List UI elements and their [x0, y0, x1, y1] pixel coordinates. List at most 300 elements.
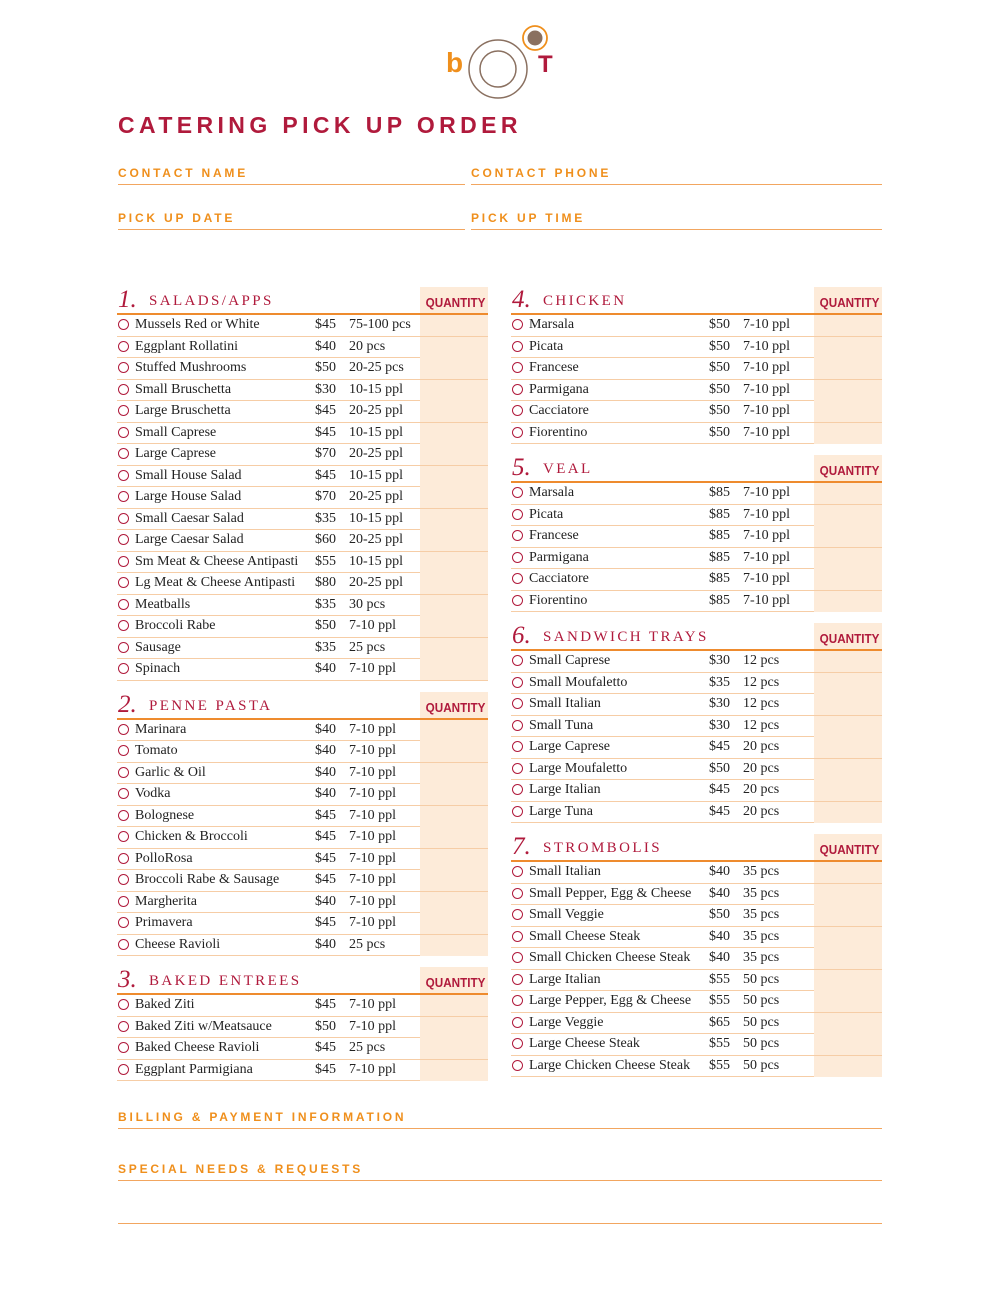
quantity-input[interactable]	[420, 530, 488, 551]
item-serving-size: 20 pcs	[743, 760, 780, 776]
item-serving-size: 20-25 pcs	[349, 360, 404, 375]
item-serving-size: 7-10 ppl	[743, 424, 791, 440]
quantity-label: QUANTITY	[425, 699, 485, 715]
contact-phone-field[interactable]	[471, 166, 882, 185]
item-name: Large Tuna	[529, 803, 593, 819]
logo	[440, 22, 560, 102]
quantity-input[interactable]	[420, 1038, 488, 1059]
item-serving-size: 50 pcs	[743, 1057, 780, 1073]
section-number: 1.	[118, 286, 137, 313]
item-serving-size: 7-10 ppl	[743, 338, 791, 354]
item-price: $85	[709, 506, 730, 522]
item-serving-size: 7-10 ppl	[349, 807, 397, 823]
item-select-radio[interactable]	[512, 888, 523, 899]
menu-item-row	[511, 694, 882, 716]
menu-item-row	[117, 616, 488, 638]
quantity-input[interactable]	[420, 913, 488, 934]
item-name: Sm Meat & Cheese Antipasti	[135, 553, 299, 569]
quantity-header	[420, 692, 488, 718]
item-serving-size: 20-25 ppl	[349, 532, 404, 547]
item-select-radio[interactable]	[118, 620, 129, 631]
menu-section	[511, 621, 882, 823]
quantity-input[interactable]	[814, 673, 882, 694]
item-select-radio[interactable]	[512, 427, 523, 438]
contact-phone-label: CONTACT PHONE	[471, 166, 612, 180]
menu-item-row	[117, 763, 488, 785]
item-select-radio[interactable]	[118, 384, 129, 395]
item-select-radio[interactable]	[512, 995, 523, 1006]
item-select-radio[interactable]	[512, 909, 523, 920]
item-select-radio[interactable]	[512, 530, 523, 541]
menu-item-row	[117, 827, 488, 849]
menu-item-row	[117, 337, 488, 359]
pickup-date-field[interactable]	[118, 211, 465, 230]
item-price: $70	[315, 446, 336, 461]
quantity-input[interactable]	[420, 552, 488, 573]
quantity-input[interactable]	[420, 806, 488, 827]
item-serving-size: 7-10 ppl	[349, 618, 397, 633]
section-gap	[117, 956, 488, 965]
item-price: $45	[709, 803, 730, 819]
item-price: $50	[709, 760, 730, 776]
item-select-radio[interactable]	[118, 556, 129, 567]
quantity-label: QUANTITY	[425, 975, 485, 990]
quantity-input[interactable]	[420, 509, 488, 530]
item-select-radio[interactable]	[118, 642, 129, 653]
section-title: PENNE PASTA	[149, 697, 273, 714]
quantity-input[interactable]	[814, 970, 882, 991]
section-number: 4.	[512, 286, 531, 313]
section-header	[511, 285, 882, 315]
item-price: $45	[315, 403, 336, 418]
item-select-radio[interactable]	[512, 866, 523, 877]
item-name: Large Italian	[529, 782, 601, 797]
item-select-radio[interactable]	[118, 917, 129, 928]
quantity-input[interactable]	[814, 780, 882, 801]
item-select-radio[interactable]	[512, 677, 523, 688]
menu-item-row	[117, 995, 488, 1017]
item-select-radio[interactable]	[118, 448, 129, 459]
quantity-input[interactable]	[814, 380, 882, 401]
item-name: Fiorentino	[529, 592, 588, 608]
item-name: Small House Salad	[135, 467, 242, 483]
quantity-input[interactable]	[420, 849, 488, 870]
item-select-radio[interactable]	[118, 724, 129, 735]
quantity-input[interactable]	[420, 337, 488, 358]
quantity-label: QUANTITY	[819, 463, 879, 478]
item-name: Sausage	[135, 639, 181, 655]
menu-item-row	[117, 573, 488, 595]
item-serving-size: 7-10 ppl	[349, 743, 397, 758]
item-price: $85	[709, 528, 730, 543]
menu-item-row	[117, 806, 488, 828]
item-price: $85	[709, 571, 730, 586]
item-select-radio[interactable]	[512, 655, 523, 666]
menu-column-left	[117, 285, 488, 1081]
item-select-radio[interactable]	[512, 573, 523, 584]
item-select-radio[interactable]	[512, 487, 523, 498]
item-name: Cacciatore	[529, 571, 589, 586]
menu-item-row	[117, 638, 488, 660]
item-serving-size: 7-10 ppl	[743, 571, 791, 586]
item-price: $55	[709, 971, 730, 987]
logo-ring-outer	[469, 40, 527, 98]
item-select-radio[interactable]	[118, 405, 129, 416]
menu-item-row	[117, 401, 488, 423]
item-price: $50	[709, 907, 730, 922]
item-name: Large Caprese	[135, 446, 216, 461]
quantity-input[interactable]	[814, 1013, 882, 1034]
item-select-radio[interactable]	[512, 806, 523, 817]
menu-section	[511, 832, 882, 1077]
item-name: Large Pepper, Egg & Cheese	[529, 993, 692, 1008]
item-name: Margherita	[135, 893, 197, 909]
quantity-header	[814, 287, 882, 313]
quantity-input[interactable]	[814, 401, 882, 422]
item-select-radio[interactable]	[512, 974, 523, 985]
contact-name-field[interactable]	[118, 166, 465, 185]
section-gap	[511, 444, 882, 453]
quantity-input[interactable]	[420, 444, 488, 465]
item-serving-size: 10-15 ppl	[349, 467, 404, 483]
item-serving-size: 20 pcs	[349, 338, 386, 354]
quantity-input[interactable]	[814, 694, 882, 715]
item-price: $45	[315, 850, 336, 866]
quantity-input[interactable]	[814, 526, 882, 547]
quantity-input[interactable]	[420, 380, 488, 401]
item-name: Large Caesar Salad	[135, 532, 244, 547]
quantity-input[interactable]	[814, 569, 882, 590]
special-requests-label: SPECIAL NEEDS & REQUESTS	[118, 1162, 364, 1176]
item-name: Lg Meat & Cheese Antipasti	[135, 575, 296, 590]
item-select-radio[interactable]	[118, 788, 129, 799]
item-select-radio[interactable]	[512, 741, 523, 752]
item-name: Small Caprese	[529, 653, 611, 668]
menu-item-row	[117, 530, 488, 552]
quantity-input[interactable]	[814, 759, 882, 780]
menu-item-row	[511, 548, 882, 570]
quantity-input[interactable]	[814, 423, 882, 444]
item-select-radio[interactable]	[118, 663, 129, 674]
quantity-input[interactable]	[420, 659, 488, 680]
item-select-radio[interactable]	[512, 405, 523, 416]
quantity-input[interactable]	[420, 995, 488, 1016]
item-serving-size: 7-10 ppl	[349, 915, 397, 930]
menu-section	[117, 285, 488, 681]
item-serving-size: 25 pcs	[349, 639, 386, 655]
item-select-radio[interactable]	[118, 745, 129, 756]
billing-field[interactable]	[118, 1110, 882, 1129]
item-select-radio[interactable]	[512, 1038, 523, 1049]
item-serving-size: 20-25 ppl	[349, 489, 404, 504]
item-serving-size: 7-10 ppl	[349, 872, 397, 887]
menu-item-row	[117, 659, 488, 681]
menu-section	[511, 285, 882, 444]
item-select-radio[interactable]	[118, 874, 129, 885]
item-name: Large Moufaletto	[529, 760, 628, 776]
item-price: $70	[315, 489, 336, 504]
item-price: $40	[315, 338, 336, 354]
quantity-input[interactable]	[814, 991, 882, 1012]
item-select-radio[interactable]	[118, 853, 129, 864]
item-select-radio[interactable]	[118, 1042, 129, 1053]
quantity-input[interactable]	[814, 337, 882, 358]
quantity-input[interactable]	[420, 315, 488, 336]
quantity-input[interactable]	[814, 651, 882, 672]
item-serving-size: 12 pcs	[743, 717, 780, 733]
menu-item-row	[117, 892, 488, 914]
special-requests-field[interactable]	[118, 1162, 882, 1181]
section-title: VEAL	[543, 461, 593, 477]
quantity-input[interactable]	[420, 616, 488, 637]
item-name: Meatballs	[135, 596, 191, 612]
quantity-input[interactable]	[814, 737, 882, 758]
item-select-radio[interactable]	[118, 1064, 129, 1075]
item-serving-size: 10-15 ppl	[349, 510, 404, 526]
quantity-input[interactable]	[420, 720, 488, 741]
quantity-input[interactable]	[420, 784, 488, 805]
quantity-input[interactable]	[420, 763, 488, 784]
item-serving-size: 7-10 ppl	[349, 829, 397, 844]
item-serving-size: 25 pcs	[349, 1040, 386, 1055]
menu-item-row	[117, 849, 488, 871]
menu-item-row	[511, 905, 882, 927]
item-serving-size: 12 pcs	[743, 674, 780, 690]
section-header	[511, 621, 882, 651]
quantity-input[interactable]	[814, 905, 882, 926]
quantity-input[interactable]	[814, 548, 882, 569]
item-name: Broccoli Rabe	[135, 618, 216, 633]
item-name: Small Italian	[529, 864, 601, 879]
item-name: Picata	[529, 338, 564, 354]
item-name: Small Moufaletto	[529, 674, 628, 690]
section-number: 5.	[512, 454, 531, 481]
item-price: $50	[709, 424, 730, 440]
quantity-input[interactable]	[420, 892, 488, 913]
section-number: 3.	[118, 966, 137, 993]
item-price: $50	[709, 317, 730, 332]
item-price: $40	[315, 936, 336, 952]
item-name: Picata	[529, 506, 564, 522]
quantity-input[interactable]	[814, 716, 882, 737]
item-select-radio[interactable]	[118, 319, 129, 330]
item-name: Large Caprese	[529, 739, 610, 754]
item-price: $50	[315, 1018, 336, 1034]
item-name: Small Pepper, Egg & Cheese	[529, 885, 692, 901]
item-select-radio[interactable]	[512, 362, 523, 373]
quantity-input[interactable]	[814, 315, 882, 336]
quantity-input[interactable]	[420, 741, 488, 762]
item-select-radio[interactable]	[512, 509, 523, 520]
item-price: $85	[709, 485, 730, 500]
item-select-radio[interactable]	[512, 784, 523, 795]
menu-item-row	[117, 935, 488, 957]
section-number: 7.	[512, 833, 531, 860]
item-select-radio[interactable]	[118, 999, 129, 1010]
menu-item-row	[511, 716, 882, 738]
item-select-radio[interactable]	[118, 513, 129, 524]
menu-item-row	[511, 948, 882, 970]
menu-item-row	[511, 337, 882, 359]
item-name: Parmigana	[529, 381, 589, 397]
item-select-radio[interactable]	[118, 427, 129, 438]
billing-label: BILLING & PAYMENT INFORMATION	[118, 1110, 407, 1124]
quantity-input[interactable]	[420, 423, 488, 444]
item-select-radio[interactable]	[118, 810, 129, 821]
item-serving-size: 20 pcs	[743, 782, 780, 797]
item-serving-size: 7-10 ppl	[349, 786, 397, 801]
item-name: Large Cheese Steak	[529, 1036, 640, 1051]
quantity-input[interactable]	[814, 862, 882, 883]
item-serving-size: 7-10 ppl	[743, 360, 791, 375]
quantity-input[interactable]	[420, 358, 488, 379]
item-select-radio[interactable]	[118, 1021, 129, 1032]
quantity-input[interactable]	[420, 1060, 488, 1081]
item-name: Tomato	[135, 743, 178, 758]
section-gap	[511, 612, 882, 621]
menu-item-row	[511, 970, 882, 992]
quantity-input[interactable]	[814, 591, 882, 612]
quantity-input[interactable]	[814, 358, 882, 379]
quantity-input[interactable]	[814, 1034, 882, 1055]
menu-item-row	[117, 870, 488, 892]
quantity-input[interactable]	[814, 927, 882, 948]
menu-item-row	[117, 315, 488, 337]
item-name: Baked Ziti	[135, 997, 195, 1012]
item-name: Mussels Red or White	[135, 317, 260, 332]
item-select-radio[interactable]	[118, 939, 129, 950]
contact-name-label: CONTACT NAME	[118, 166, 249, 180]
item-select-radio[interactable]	[512, 552, 523, 563]
item-name: Eggplant Rollatini	[135, 338, 239, 354]
item-name: Eggplant Parmigiana	[135, 1061, 253, 1077]
menu-column-right	[511, 285, 882, 1077]
item-select-radio[interactable]	[512, 720, 523, 731]
section-header	[511, 832, 882, 862]
quantity-input[interactable]	[420, 638, 488, 659]
item-select-radio[interactable]	[118, 599, 129, 610]
item-select-radio[interactable]	[118, 470, 129, 481]
item-select-radio[interactable]	[512, 341, 523, 352]
menu-item-row	[511, 673, 882, 695]
item-price: $45	[315, 424, 336, 440]
section-header	[117, 690, 488, 720]
item-name: Stuffed Mushrooms	[135, 360, 247, 375]
item-price: $50	[709, 403, 730, 418]
item-serving-size: 10-15 ppl	[349, 553, 404, 569]
item-price: $45	[315, 1061, 336, 1077]
quantity-input[interactable]	[420, 870, 488, 891]
special-requests-line-2[interactable]	[118, 1205, 882, 1224]
item-select-radio[interactable]	[512, 952, 523, 963]
item-serving-size: 35 pcs	[743, 864, 780, 879]
item-price: $55	[709, 993, 730, 1008]
item-serving-size: 12 pcs	[743, 696, 780, 711]
menu-item-row	[511, 358, 882, 380]
quantity-input[interactable]	[420, 935, 488, 956]
item-serving-size: 50 pcs	[743, 993, 780, 1008]
quantity-input[interactable]	[420, 487, 488, 508]
item-price: $45	[315, 872, 336, 887]
quantity-input[interactable]	[814, 948, 882, 969]
item-price: $40	[709, 928, 730, 944]
item-serving-size: 20 pcs	[743, 739, 780, 754]
item-serving-size: 12 pcs	[743, 653, 780, 668]
quantity-input[interactable]	[814, 505, 882, 526]
quantity-input[interactable]	[420, 595, 488, 616]
item-select-radio[interactable]	[512, 1017, 523, 1028]
item-serving-size: 20-25 ppl	[349, 446, 404, 461]
item-serving-size: 7-10 ppl	[743, 528, 791, 543]
item-serving-size: 7-10 ppl	[349, 850, 397, 866]
item-select-radio[interactable]	[512, 763, 523, 774]
section-header	[511, 453, 882, 483]
quantity-input[interactable]	[420, 1017, 488, 1038]
quantity-input[interactable]	[814, 802, 882, 823]
item-select-radio[interactable]	[118, 896, 129, 907]
item-select-radio[interactable]	[118, 831, 129, 842]
pickup-time-field[interactable]	[471, 211, 882, 230]
item-price: $85	[709, 549, 730, 565]
item-name: Large Veggie	[529, 1014, 604, 1030]
item-select-radio[interactable]	[512, 319, 523, 330]
menu-item-row	[511, 505, 882, 527]
quantity-input[interactable]	[420, 466, 488, 487]
item-name: Spinach	[135, 661, 181, 676]
quantity-input[interactable]	[814, 1056, 882, 1077]
menu-item-row	[511, 991, 882, 1013]
menu-item-row	[117, 423, 488, 445]
item-select-radio[interactable]	[118, 767, 129, 778]
item-serving-size: 7-10 ppl	[349, 661, 397, 676]
quantity-input[interactable]	[420, 573, 488, 594]
item-select-radio[interactable]	[512, 1060, 523, 1071]
item-name: Garlic & Oil	[135, 764, 206, 780]
menu-item-row	[117, 380, 488, 402]
quantity-input[interactable]	[814, 884, 882, 905]
quantity-input[interactable]	[814, 483, 882, 504]
item-serving-size: 35 pcs	[743, 885, 780, 901]
item-price: $45	[315, 829, 336, 844]
item-serving-size: 50 pcs	[743, 1014, 780, 1030]
item-select-radio[interactable]	[118, 491, 129, 502]
menu-item-row	[511, 737, 882, 759]
item-select-radio[interactable]	[118, 534, 129, 545]
item-select-radio[interactable]	[512, 698, 523, 709]
quantity-input[interactable]	[420, 401, 488, 422]
item-select-radio[interactable]	[118, 362, 129, 373]
item-name: Marsala	[529, 485, 575, 500]
item-select-radio[interactable]	[118, 341, 129, 352]
item-serving-size: 7-10 ppl	[349, 721, 397, 737]
item-price: $50	[315, 360, 336, 375]
section-title: SANDWICH TRAYS	[543, 629, 709, 645]
item-price: $40	[709, 950, 730, 965]
item-select-radio[interactable]	[512, 384, 523, 395]
menu-item-row	[511, 1056, 882, 1078]
quantity-header	[814, 623, 882, 649]
item-serving-size: 35 pcs	[743, 950, 780, 965]
item-price: $60	[315, 532, 336, 547]
item-select-radio[interactable]	[512, 931, 523, 942]
quantity-input[interactable]	[420, 827, 488, 848]
item-select-radio[interactable]	[512, 595, 523, 606]
item-serving-size: 30 pcs	[349, 596, 386, 612]
menu-item-row	[117, 487, 488, 509]
item-select-radio[interactable]	[118, 577, 129, 588]
menu-item-row	[117, 720, 488, 742]
menu-item-row	[117, 784, 488, 806]
